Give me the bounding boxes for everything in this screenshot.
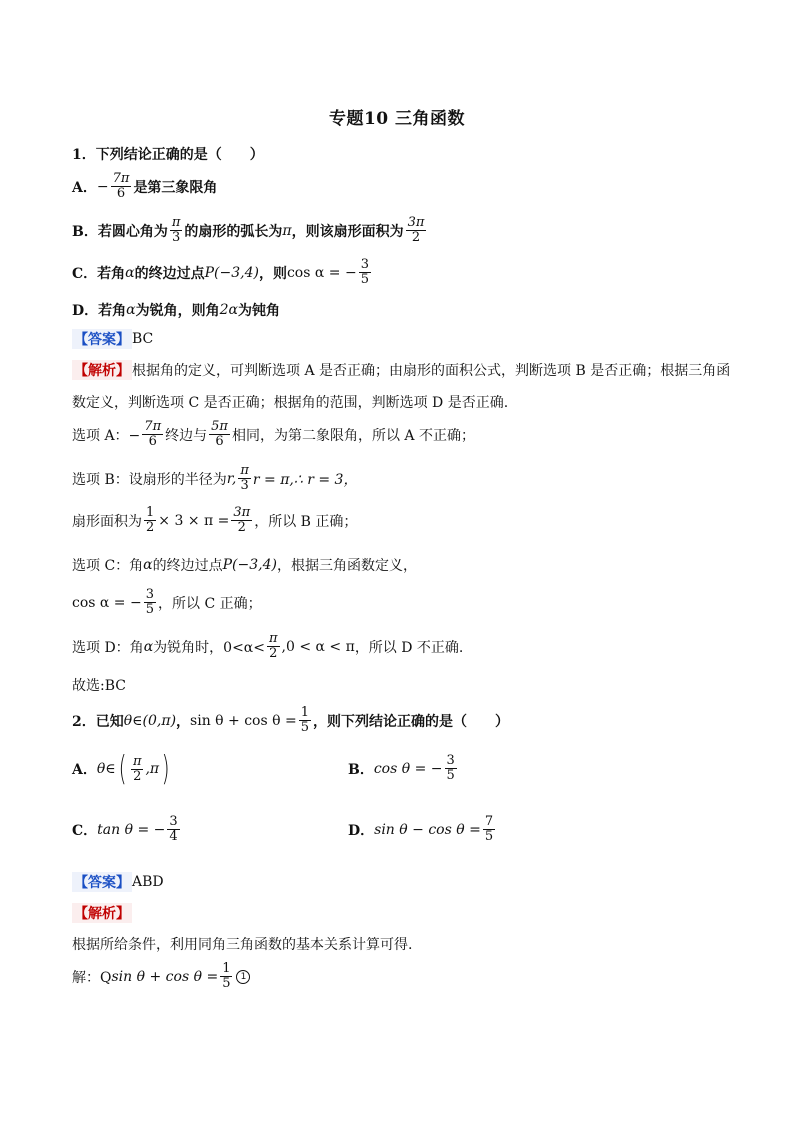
q1-c-prefix: C．若角 [72,265,126,282]
q2-a-expr: θ∈ [96,761,116,777]
q2-answer-tag: 【答案】 [72,872,132,892]
q2-c-fraction [167,815,179,844]
q2-c-den: 4 [169,829,178,844]
q2-sol-num: 1 [222,961,231,976]
q1-d-alpha: α [126,302,136,318]
q1-a-sign: − [96,178,109,195]
q1-sd-alpha: α [143,638,154,655]
q2-a-den: 2 [133,768,142,784]
q2-answer [72,872,164,892]
q1-sc-prefix: 选项 C：角 [72,558,144,574]
q1-sa-prefix: 选项 A：− [72,427,141,444]
q1-sc2-num: 3 [145,587,155,602]
q2-a-left-paren: ( [118,749,127,789]
q2-a-fraction [131,755,144,784]
q1-option-d [72,300,280,320]
q1-option-c [72,258,373,287]
q2-sol-den: 5 [222,976,231,991]
q1-sd-prefix: 选项 D：角 [72,639,144,656]
q1-analysis-line1 [72,360,730,380]
q1-sb-r: r, [226,470,237,487]
q1-sb-end: r = π,∴ r = 3， [252,471,358,488]
q1-c-point: P(−3,4) [204,264,259,281]
q2-sol-prefix: 解：Q [72,969,112,986]
q1-sb2-den: 2 [146,520,155,535]
circled-number-icon: 1 [236,970,250,984]
q1-c-mid2: ，则 [258,265,287,282]
q1-sa-end: 相同，为第二象限角，所以 A 不正确； [231,427,475,444]
q1-sc-point: P(−3,4) [222,557,277,573]
q1-sd-den: 2 [269,646,278,661]
q1-sa-fraction [142,420,163,449]
q2-d-expr: sin θ − cos θ = [374,821,481,838]
q1-solution-d [72,632,463,661]
q1-b-den: 3 [171,230,181,245]
q1-solution-a [72,420,475,449]
q1-sd-num: π [268,631,278,646]
q1-c-cos: cos α = − [286,264,357,281]
q2-stem-fraction [299,706,311,735]
q1-sa-mid: 终边与 [165,427,208,444]
q1-solution-c [72,555,417,575]
q2-b-num: 3 [446,753,455,768]
q2-option-a [72,749,172,789]
q1-sa-num2: 5π [211,419,228,434]
q2-c-prefix: C． [72,822,98,839]
q1-solution-c2 [72,588,262,617]
q1-d-end: 为钝角 [237,303,280,319]
q1-answer-tag: 【答案】 [72,329,132,349]
q2-option-c [72,815,182,844]
q1-b-mid2: ，则该扇形面积为 [291,223,404,240]
q2-analysis-tag-line [72,903,132,923]
q1-sb-prefix: 选项 B：设扇形的半径为 [72,471,227,488]
q2-option-b [348,754,459,783]
q2-analysis-line1: 根据所给条件，利用同角三角函数的基本关系计算可得. [72,937,413,953]
q1-sb-den: 3 [240,478,249,493]
q1-sa-den2: 6 [215,434,224,449]
q1-answer-value: BC [132,331,154,347]
q2-d-fraction [483,815,495,844]
q1-solution-b [72,464,357,493]
q2-b-prefix: B． [348,761,374,778]
q1-d-2alpha: 2α [219,302,238,318]
q1-b-fraction [170,216,183,245]
q1-sc2-fraction [144,588,156,617]
q2-a-prefix: A． [72,762,97,778]
q2-a-tail: ,π [145,761,160,777]
q1-d-prefix: D．若角 [72,303,127,319]
q1-sb2-den2: 2 [237,520,246,535]
q2-d-num: 7 [484,814,494,829]
q1-a-fraction [111,172,132,201]
q2-a-num: π [132,753,142,769]
q1-sa-den: 6 [148,434,157,449]
q2-answer-value: ABD [132,874,164,890]
q1-a-text: 是第三象限角 [133,179,218,196]
q1-sc2-cos: cos α = − [72,594,142,611]
q1-sb2-num: 1 [146,505,155,520]
q1-analysis-tag: 【解析】 [72,360,132,380]
q2-stem-end: ，则下列结论正确的是（ ） [313,713,510,730]
q1-conclusion: 故选:BC [72,678,126,694]
q1-sa-num: 7π [144,419,162,434]
q1-analysis-line2: 数定义，判断选项 C 是否正确；根据角的范围，判断选项 D 是否正确. [72,395,509,411]
q1-c-mid: 的终边过点 [134,265,205,282]
q1-d-mid: 为锐角，则角 [135,303,220,319]
q1-stem: 1．下列结论正确的是（ ） [72,147,264,163]
q2-b-den: 5 [446,768,455,783]
q2-stem-mid: ， [176,713,191,730]
q2-stem-expr: sin θ + cos θ = [190,712,297,729]
q1-b-den2: 2 [411,230,421,245]
q1-analysis-text1: 根据角的定义，可判断选项 A 是否正确；由扇形的面积公式，判断选项 B 是否正确；根据三角函 [132,363,731,379]
q1-b-prefix: B．若圆心角为 [72,223,168,240]
q1-sb2-num2: 3π [233,505,251,520]
q2-d-den: 5 [484,829,494,844]
q2-c-num: 3 [169,814,178,829]
q1-c-den: 5 [360,272,369,287]
q2-sol-fraction [220,962,232,991]
q1-solution-b2 [72,506,357,535]
q2-option-d [348,815,497,844]
q1-a-prefix: A． [72,179,97,196]
q1-option-b [72,216,428,245]
q2-c-expr: tan θ = − [97,821,166,838]
q1-c-num: 3 [360,257,369,272]
q1-b-mid: 的扇形的弧长为 [184,223,283,240]
q2-stem-den: 5 [300,720,310,735]
q2-stem-num: 1 [300,705,310,720]
q1-sd-fraction [267,632,280,661]
q1-sc-mid: 的终边过点 [152,558,223,574]
q1-sd-mid: 为锐角时，0<α< [153,639,265,656]
q2-d-prefix: D． [348,822,375,839]
q1-b-num: π [171,215,181,230]
q1-c-fraction [359,258,371,287]
q1-b-num2: 3π [407,215,425,230]
q1-sb-fraction [238,464,251,493]
q1-sd-end: ，所以 D 不正确. [354,639,464,656]
q2-stem [72,706,509,735]
q1-c-alpha: α [125,264,135,281]
q1-sb2-mid: × 3 × π = [158,512,230,529]
q2-sol-expr: sin θ + cos θ = [111,968,219,985]
q1-sd-mid2: ,0 < α < π [281,638,355,655]
q2-b-expr: cos θ = − [373,760,443,777]
q2-b-fraction [445,754,457,783]
q1-sb-num: π [240,463,249,478]
q1-a-den: 6 [116,186,126,201]
q1-sc2-den: 5 [145,602,155,617]
q2-a-right-paren: ) [161,749,170,789]
q1-sb2-prefix: 扇形面积为 [72,513,142,530]
q1-a-num: 7π [112,171,130,186]
q2-stem-prefix: 2．已知 [72,713,124,730]
q1-option-a [72,172,217,201]
q1-b-pi: π [282,222,292,239]
q2-analysis-tag: 【解析】 [72,903,132,923]
q1-answer [72,329,153,349]
q2-stem-theta: θ∈(0,π) [123,712,177,729]
q1-sa-fraction2 [209,420,230,449]
q1-b-fraction2 [406,216,427,245]
q1-sb2-fraction [144,506,156,535]
q1-sc-alpha: α [143,557,153,573]
q1-sb2-fraction2 [231,506,252,535]
q1-sc-end: ，根据三角函数定义， [276,558,417,574]
q1-sb2-end: ，所以 B 正确； [254,513,358,530]
q2-solution [72,962,250,991]
q1-sc2-end: ，所以 C 正确； [158,595,262,612]
page-title: 专题10 三角函数 [328,109,466,129]
